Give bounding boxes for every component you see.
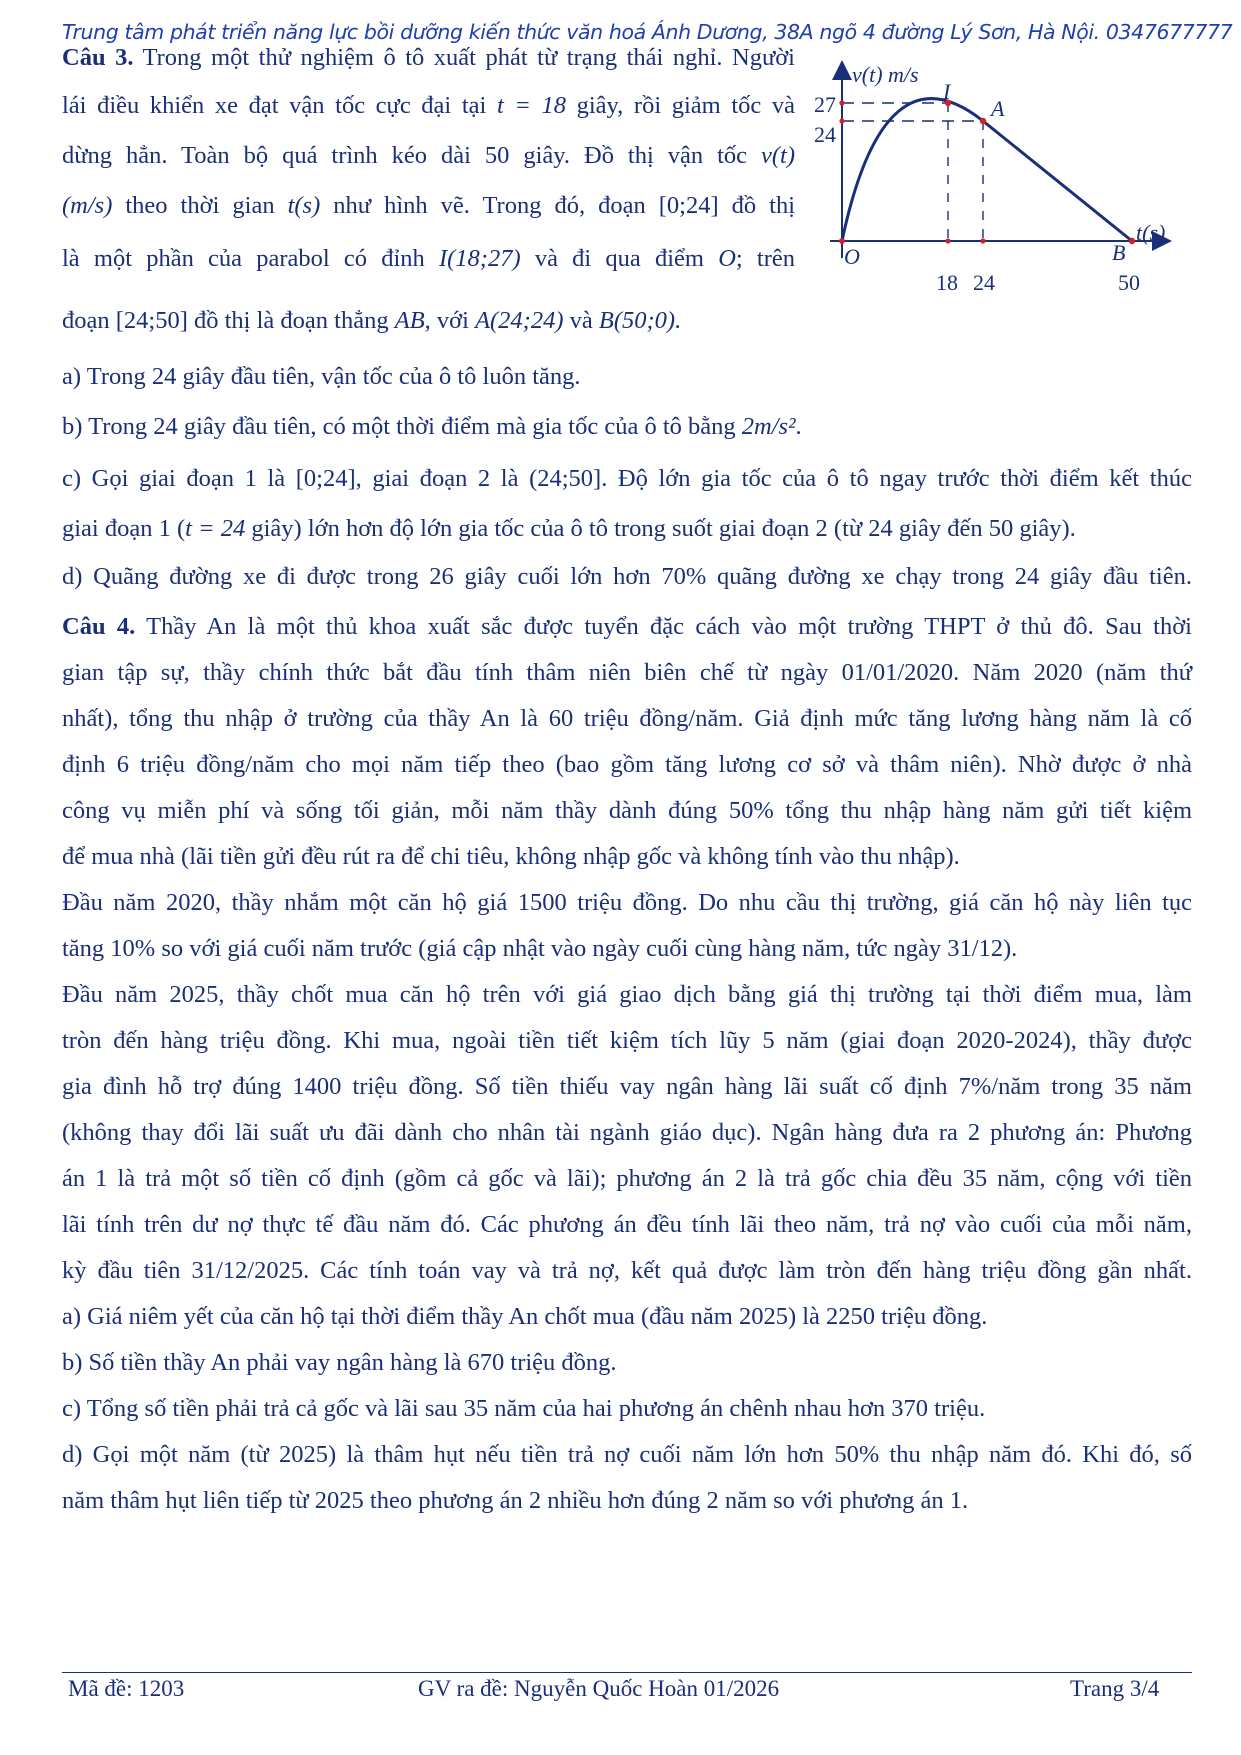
tick-18 <box>945 238 950 243</box>
q4-line-11: gia đình hỗ trợ đúng 1400 triệu đồng. Số tiền thiếu vay ngân hàng lãi suất cố định 7%/năm trong 35 năm <box>62 1073 1192 1100</box>
label-b: B <box>1112 240 1126 265</box>
page-number: Trang 3/4 <box>1070 1676 1160 1701</box>
q4-line-1: Câu 4. Thầy An là một thủ khoa xuất sắc được tuyển đặc cách vào một trường THPT ở thủ đô. Sau thời <box>62 613 1192 640</box>
tick-24x <box>980 238 985 243</box>
q4-option-b: b) Số tiền thầy An phải vay ngân hàng là 670 triệu đồng. <box>62 1349 617 1376</box>
y-axis-label: v(t) m/s <box>852 62 919 87</box>
label-27: 27 <box>814 92 836 117</box>
tick-24 <box>839 118 844 123</box>
tick-27 <box>839 100 844 105</box>
label-o: O <box>844 244 860 269</box>
q3-line-5: là một phần của parabol có đỉnh I(18;27) và đi qua điểm O; trên <box>62 245 795 272</box>
page-header: Trung tâm phát triển năng lực bồi dưỡng kiến thức văn hoá Ánh Dương, 38A ngõ 4 đường Lý Sơn, Hà Nội. 0347677777 <box>62 20 1233 44</box>
point-a <box>980 118 986 124</box>
q4-option-d-line-1: d) Gọi một năm (từ 2025) là thâm hụt nếu tiền trả nợ cuối năm lớn hơn 50% thu nhập năm đó. Khi đó, số <box>62 1441 1192 1468</box>
q4-line-8: tăng 10% so với giá cuối năm trước (giá cập nhật vào ngày cuối cùng hàng năm, tức ngày 31/12). <box>62 935 1018 962</box>
q3-line-2: lái điều khiển xe đạt vận tốc cực đại tại t = 18 giây, rồi giảm tốc và <box>62 92 795 119</box>
q4-line-12: (không thay đổi lãi suất ưu đãi dành cho nhân tài ngành giáo dục). Ngân hàng đưa ra 2 phương án: Phương <box>62 1119 1192 1146</box>
q4-option-d-line-2: năm thâm hụt liên tiếp từ 2025 theo phương án 2 nhiều hơn đúng 2 năm so với phương án 1. <box>62 1487 969 1514</box>
q4-line-10: tròn đến hàng triệu đồng. Khi mua, ngoài tiền tiết kiệm tích lũy 5 năm (giai đoạn 2020-2024), thầy được <box>62 1027 1192 1054</box>
label-i: I <box>943 79 951 104</box>
label-24: 24 <box>814 122 836 147</box>
q4-option-a: a) Giá niêm yết của căn hộ tại thời điểm thầy An chốt mua (đầu năm 2025) là 2250 triệu đồng. <box>62 1303 988 1330</box>
q3-option-a: a) Trong 24 giây đầu tiên, vận tốc của ô tô luôn tăng. <box>62 363 581 390</box>
label-x24: 24 <box>973 270 995 295</box>
x-axis-label: t(s) <box>1136 220 1166 245</box>
q3-option-c-line-2: giai đoạn 1 (t = 24 giây) lớn hơn độ lớn gia tốc của ô tô trong suốt giai đoạn 2 (từ 24 giây đến 50 giây). <box>62 515 1076 542</box>
q4-line-2: gian tập sự, thầy chính thức bắt đầu tính thâm niên biên chế từ ngày 01/01/2020. Năm 2020 (năm thứ <box>62 659 1192 686</box>
q3-line-1: Câu 3. Trong một thử nghiệm ô tô xuất phát từ trạng thái nghỉ. Người <box>62 44 795 71</box>
q3-line-3: dừng hẳn. Toàn bộ quá trình kéo dài 50 giây. Đồ thị vận tốc v(t) <box>62 142 795 169</box>
q4-line-13: án 1 là trả một số tiền cố định (gồm cả gốc và lãi); phương án 2 là trả gốc chia đều 35 năm, cộng với tiền <box>62 1165 1192 1192</box>
q4-line-15: kỳ đầu tiên 31/12/2025. Các tính toán vay và trả nợ, kết quả được làm tròn đến hàng triệu đồng gần nhất. <box>62 1257 1192 1284</box>
point-b <box>1129 238 1135 244</box>
q4-line-5: công vụ miễn phí và sống tối giản, mỗi năm thầy dành đúng 50% tổng thu nhập hàng năm gửi tiết kiệm <box>62 797 1192 824</box>
q4-line-6: để mua nhà (lãi tiền gửi đều rút ra để chi tiêu, không nhập gốc và không tính vào thu nhập). <box>62 843 960 870</box>
label-x18: 18 <box>936 270 958 295</box>
q4-line-9: Đầu năm 2025, thầy chốt mua căn hộ trên với giá giao dịch bằng giá thị trường tại thời điểm mua, làm <box>62 981 1192 1008</box>
velocity-graph <box>800 58 1200 308</box>
footer-rule <box>62 1672 1192 1673</box>
q3-option-c-line-1: c) Gọi giai đoạn 1 là [0;24], giai đoạn 2 là (24;50]. Độ lớn gia tốc của ô tô ngay trước thời điểm kết thúc <box>62 465 1192 492</box>
q4-line-14: lãi tính trên dư nợ thực tế đầu năm đó. Các phương án đều tính lãi theo năm, trả nợ vào cuối của mỗi năm, <box>62 1211 1192 1238</box>
q4-line-3: nhất), tổng thu nhập ở trường của thầy An là 60 triệu đồng/năm. Giả định mức tăng lương hàng năm là cố <box>62 705 1192 732</box>
label-a: A <box>991 96 1005 121</box>
parabola-curve <box>842 99 983 241</box>
q4-label: Câu 4. <box>62 613 136 640</box>
q3-label: Câu 3. <box>62 44 134 71</box>
q3-line-4: (m/s) theo thời gian t(s) như hình vẽ. Trong đó, đoạn [0;24] đồ thị <box>62 192 795 219</box>
q4-line-7: Đầu năm 2020, thầy nhắm một căn hộ giá 1500 triệu đồng. Do nhu cầu thị trường, giá căn hộ này liên tục <box>62 889 1192 916</box>
exam-author: GV ra đề: Nguyễn Quốc Hoàn 01/2026 <box>418 1676 780 1701</box>
q4-option-c: c) Tổng số tiền phải trả cả gốc và lãi sau 35 năm của hai phương án chênh nhau hơn 370 triệu. <box>62 1395 986 1422</box>
q4-line-4: định 6 triệu đồng/năm cho mọi năm tiếp theo (bao gồm tăng lương cơ sở và thâm niên). Nhờ được ở nhà <box>62 751 1192 778</box>
segment-ab <box>983 121 1132 241</box>
exam-code: Mã đề: 1203 <box>68 1676 185 1701</box>
q3-line-6: đoạn [24;50] đồ thị là đoạn thẳng AB, với A(24;24) và B(50;0). <box>62 307 682 334</box>
q3-option-d: d) Quãng đường xe đi được trong 26 giây cuối lớn hơn 70% quãng đường xe chạy trong 24 giây đầu tiên. <box>62 563 1192 590</box>
label-x50: 50 <box>1118 270 1140 295</box>
q3-option-b: b) Trong 24 giây đầu tiên, có một thời điểm mà gia tốc của ô tô bằng 2m/s². <box>62 413 802 440</box>
